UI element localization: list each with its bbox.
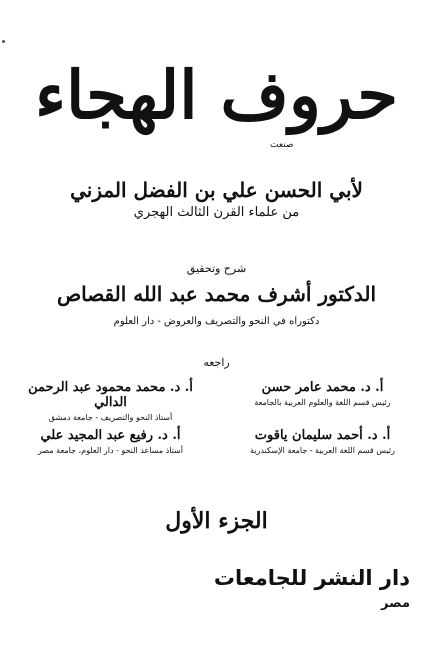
reviewer-3	[230, 428, 415, 455]
reviewer-name: أ. د. محمد محمود عبد الرحمن الدالي	[28, 380, 193, 410]
review-label: راجعه	[203, 356, 230, 369]
reviewer-name: أ. د. أحمد سليمان ياقوت	[254, 428, 391, 443]
reviewer-description: أستاذ مساعد النحو - دار العلوم، جامعة مصر	[38, 446, 183, 455]
book-title: حروف الهجاء	[34, 56, 399, 134]
publisher-name: دار النشر للجامعات	[213, 566, 410, 590]
reviewer-description: رئيس قسم اللغة والعلوم العربية بالجامعة	[254, 398, 391, 407]
editing-label: شرح وتحقيق	[186, 262, 247, 275]
editor-name: الدكتور أشرف محمد عبد الله القصاص	[56, 282, 377, 306]
reviewer-name: أ. د. محمد عامر حسن	[261, 380, 384, 395]
author-name: لأبي الحسن علي بن الفضل المزني	[70, 178, 363, 202]
publisher-city: مصر	[381, 596, 410, 611]
reviewer-name: أ. د. رفيع عبد المجيد علي	[40, 428, 181, 443]
title-mark: صنعت	[270, 140, 294, 150]
reviewer-1	[230, 380, 415, 407]
edge-speck	[2, 40, 5, 43]
author-era: من علماء القرن الثالث الهجري	[133, 205, 300, 220]
reviewer-description: أستاذ النحو والتصريف - جامعة دمشق	[48, 413, 173, 422]
reviewer-4	[18, 428, 203, 455]
reviewer-2	[18, 380, 203, 422]
editor-description: دكتوراه في النحو والتصريف والعروض - دار العلوم	[113, 316, 320, 327]
reviewer-description: رئيس قسم اللغة العربية - جامعة الإسكندرية	[250, 446, 395, 455]
volume-label: الجزء الأول	[165, 508, 268, 534]
